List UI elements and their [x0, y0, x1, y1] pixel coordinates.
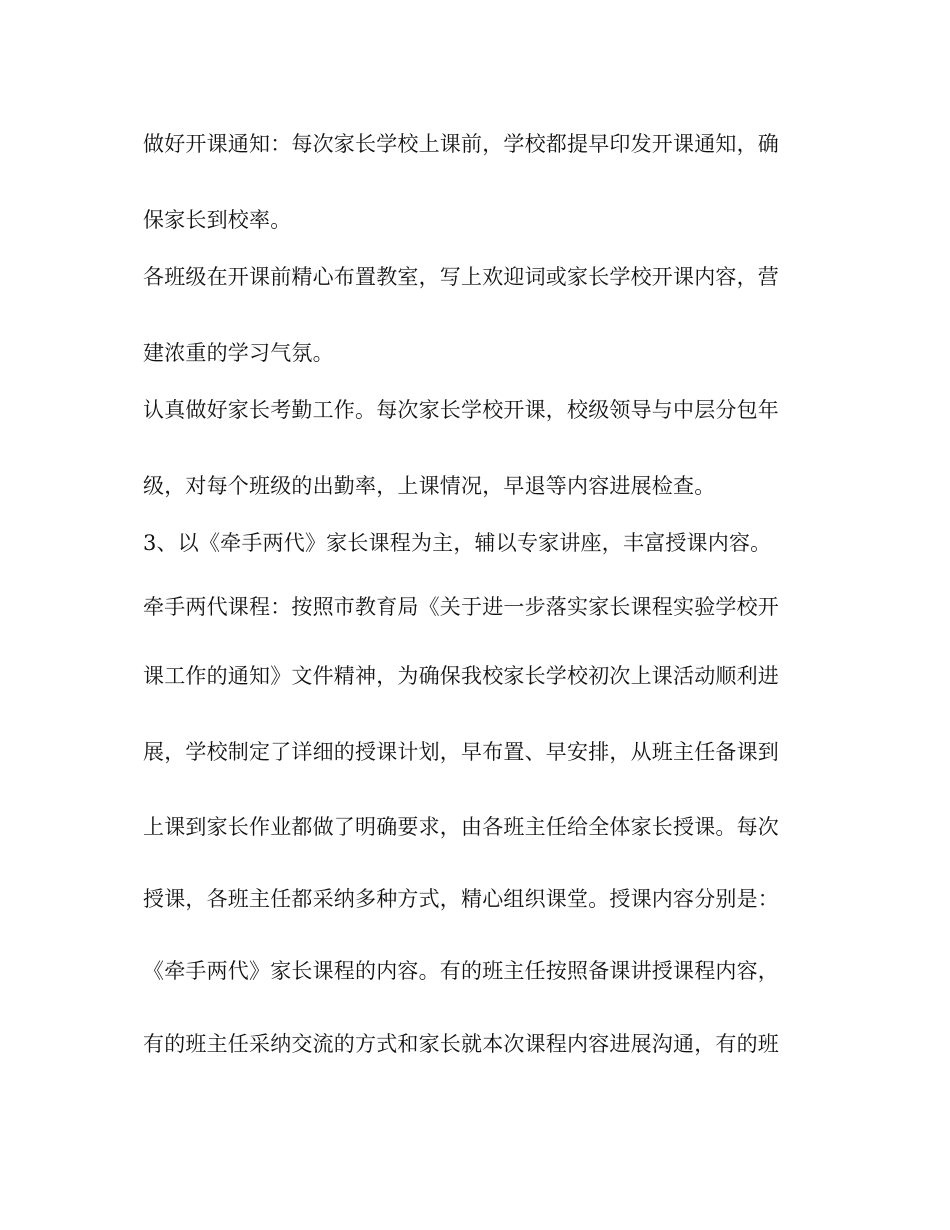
text-line: 展，学校制定了详细的授课计划，早布置、早安排，从班主任备课到	[143, 740, 779, 764]
text-line: 授课，各班主任都采纳多种方式，精心组织课堂。授课内容分别是：	[143, 887, 779, 911]
text-line: 认真做好家长考勤工作。每次家长学校开课，校级领导与中层分包年	[143, 398, 779, 422]
text-line: 牵手两代课程：按照市教育局《关于进一步落实家长课程实验学校开	[143, 595, 779, 619]
text-line: 上课到家长作业都做了明确要求，由各班主任给全体家长授课。每次	[143, 815, 779, 839]
text-line: 3、以《牵手两代》家长课程为主，辅以专家讲座，丰富授课内容。	[143, 531, 772, 555]
text-line: 各班级在开课前精心布置教室，写上欢迎词或家长学校开课内容，营	[143, 265, 779, 289]
text-line: 建浓重的学习气氛。	[143, 341, 334, 365]
text-line: 级，对每个班级的出勤率，上课情况，早退等内容进展检查。	[143, 474, 716, 498]
text-line: 课工作的通知》文件精神，为确保我校家长学校初次上课活动顺利进	[143, 664, 779, 688]
text-line: 做好开课通知：每次家长学校上课前，学校都提早印发开课通知，确	[143, 132, 779, 156]
text-line: 《牵手两代》家长课程的内容。有的班主任按照备课讲授课程内容，	[143, 959, 779, 983]
text-line: 有的班主任采纳交流的方式和家长就本次课程内容进展沟通，有的班	[143, 1032, 779, 1056]
text-line: 保家长到校率。	[143, 208, 292, 232]
